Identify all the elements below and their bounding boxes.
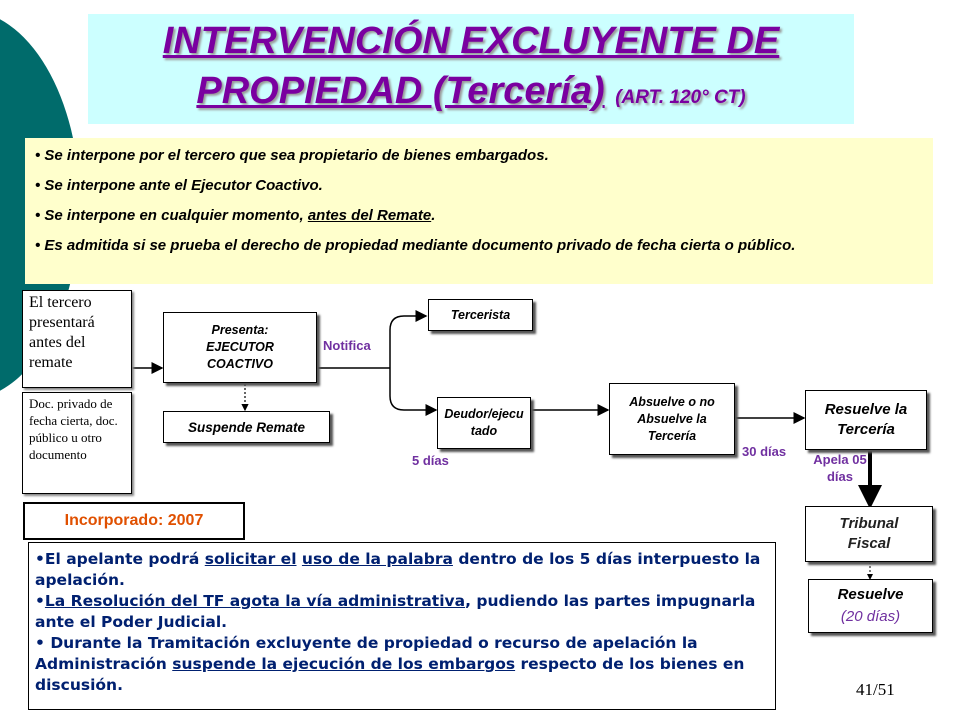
page-title-article-ref: (ART. 120° CT) (615, 87, 746, 108)
treinta-dias-label: 30 días (742, 444, 787, 459)
page-number: 41/51 (856, 680, 895, 699)
bullet-item: • Se interpone por el tercero que sea propietario de bienes embargados. (35, 147, 549, 164)
absuelve-box: Absuelve o no Absuelve la Tercería (609, 383, 735, 455)
incorporado-label: Incorporado: 2007 (23, 502, 245, 540)
note-item: •El apelante podrá solicitar el uso de la palabra dentro de los 5 días interpuesto la apelación. (35, 550, 761, 589)
suspende-remate-box: Suspende Remate (163, 411, 330, 443)
tribunal-fiscal-box: Tribunal Fiscal (805, 506, 933, 562)
apela-label: Apela 05 días (813, 452, 867, 484)
ejecutor-coactivo-box (163, 312, 317, 383)
deudor-box: Deudor/ejecutado (437, 397, 531, 449)
bullet-item: • Se interpone ante el Ejecutor Coactivo. (35, 177, 323, 194)
arrow-to-deudor (390, 368, 436, 410)
notifica-label: Notifica (323, 338, 371, 353)
resuelve-tf-days: (20 días) (840, 608, 901, 625)
page-title-line-1: INTERVENCIÓN EXCLUYENTE DE (162, 20, 780, 62)
tercerista-box: Tercerista (428, 299, 533, 331)
note-item: •La Resolución del TF agota la vía administrativa, pudiendo las partes impugnarla ante el Poder Judicial. (35, 592, 756, 631)
notes-box (28, 542, 776, 710)
cinco-dias-label: 5 días (412, 453, 449, 468)
tercero-box: El tercero presentará antes del remate (22, 290, 132, 388)
bullet-item: • Se interpone en cualquier momento, antes del Remate. (35, 207, 436, 224)
resuelve-tf-box (808, 579, 933, 633)
page-title-main: PROPIEDAD (Tercería) (196, 70, 605, 112)
bullet-item: • Es admitida si se prueba el derecho de propiedad mediante documento privado de fecha cierta o público. (35, 237, 796, 254)
resuelve-terceria-box: Resuelve la Tercería (805, 390, 927, 450)
arrow-to-tercerista (390, 316, 426, 368)
note-item: • Durante la Tramitación excluyente de propiedad o recurso de apelación la Administración suspende la ejecución de los embargos respecto de los bienes en discusión. (35, 634, 745, 694)
ejecutor-label: EJECUTOR COACTIVO (206, 340, 274, 371)
presenta-label: Presenta: (211, 323, 269, 337)
documento-box: Doc. privado de fecha cierta, doc. público u otro documento (22, 392, 132, 494)
resuelve-tf-label: Resuelve (837, 586, 904, 603)
